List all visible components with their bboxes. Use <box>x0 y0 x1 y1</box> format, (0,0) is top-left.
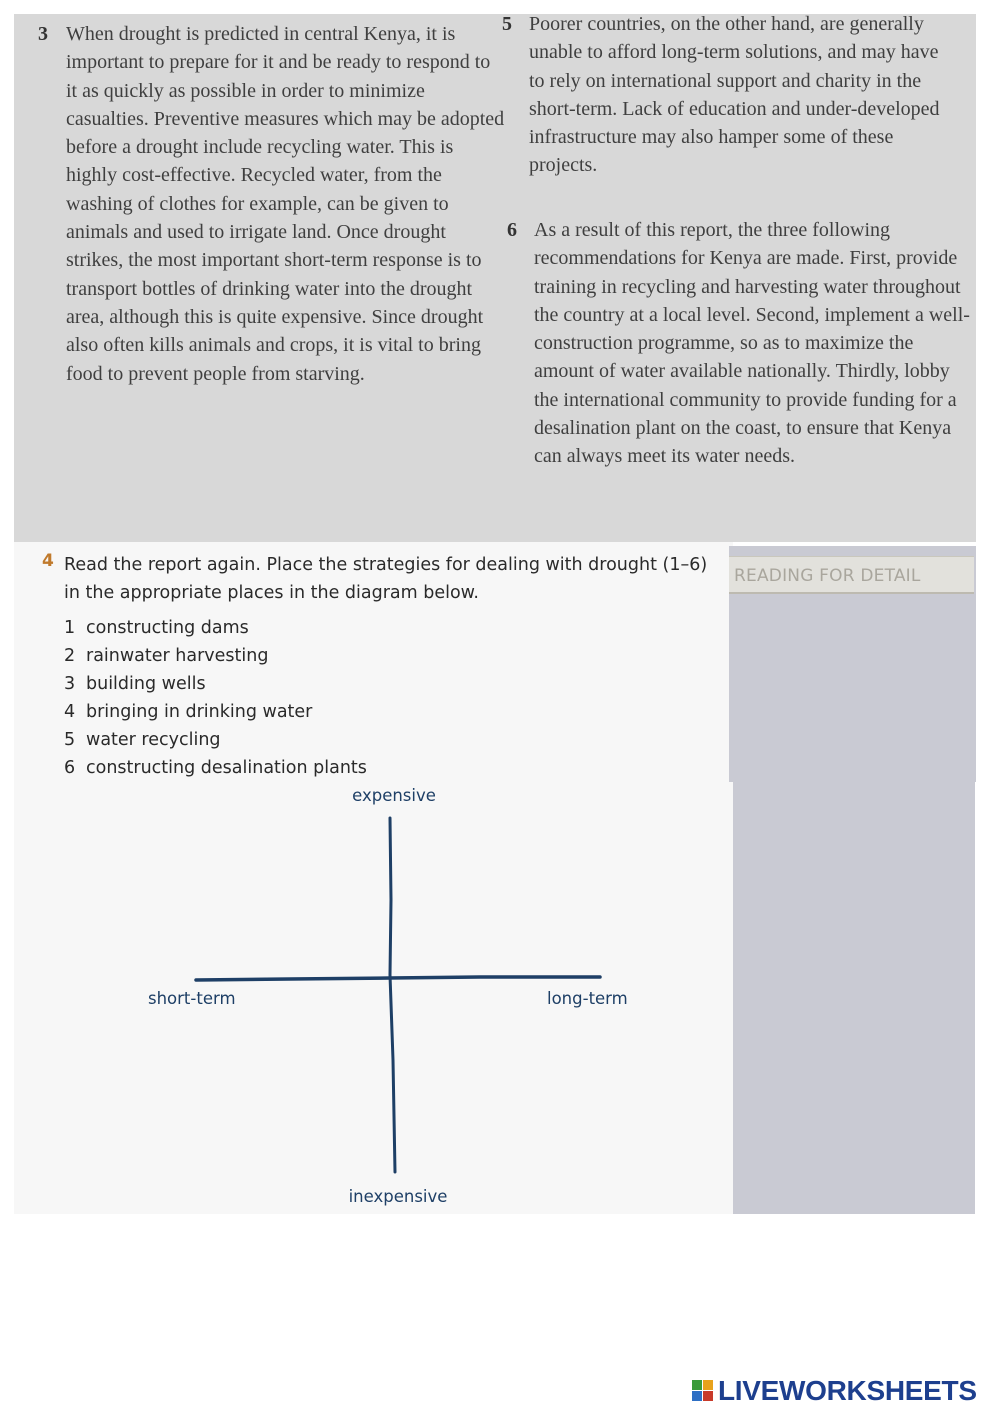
strategy-number: 5 <box>64 730 76 750</box>
paragraph-number: 5 <box>502 13 512 35</box>
strategy-number: 2 <box>64 646 76 666</box>
axis-label-bottom: inexpensive <box>348 1187 448 1206</box>
strategy-text: bringing in drinking water <box>86 702 313 722</box>
strategy-number: 6 <box>64 758 76 778</box>
liveworksheets-logo <box>692 1376 977 1406</box>
logo-text: LIVEWORKSHEETS <box>718 1375 977 1406</box>
axis-label-right: long-term <box>547 989 628 1008</box>
task-number: 4 <box>42 551 54 571</box>
strategy-text: constructing dams <box>86 618 249 638</box>
paragraph-text: Poorer countries, on the other hand, are generally unable to afford long-term solutions, and may have to rely on international support and charity in the short-term. Lack of education and under-developed infrastructure may also hamper some of these projects. <box>529 13 940 177</box>
strategy-text: water recycling <box>86 730 221 750</box>
axis-label-left: short-term <box>148 989 236 1008</box>
strategy-text: rainwater harvesting <box>86 646 269 666</box>
logo-icon <box>692 1380 714 1402</box>
strategy-number: 3 <box>64 674 76 694</box>
axis-label-top: expensive <box>352 786 436 805</box>
paragraph-text: As a result of this report, the three following recommendations for Kenya are made. First, provide training in recycling and harvesting water throughout the country at a local level. Second, implement a well-construction programme, so as to maximize the amount of water available nationally. Thirdly, lobby the international community to provide funding for a desalination plant on the coast, to ensure that Kenya can always meet its water needs. <box>534 219 970 468</box>
strategy-text: constructing desalination plants <box>86 758 367 778</box>
strategy-text: building wells <box>86 674 206 694</box>
strategy-number: 4 <box>64 702 76 722</box>
paragraph-text: When drought is predicted in central Kenya, it is important to prepare for it and be ready to respond to it as quickly as possible in order to minimize casualties. Preventive measures which may be adopted before a drought include recycling water. This is highly cost-effective. Recycled water, from the washing of clothes for example, can be given to animals and used to irrigate land. Once drought strikes, the most important short-term response is to transport bottles of drinking water into the drought area, although this is quite expensive. Since drought also often kills animals and crops, it is vital to bring food to prevent people from starving. <box>66 23 505 385</box>
paragraph-number: 3 <box>38 23 48 45</box>
task-instruction: Read the report again. Place the strategies for dealing with drought (1–6) in the appropriate places in the diagram below. <box>64 555 708 603</box>
vertical-axis <box>390 818 395 1172</box>
strategy-number: 1 <box>64 618 76 638</box>
horizontal-axis <box>196 977 600 980</box>
paragraph-number: 6 <box>507 219 517 241</box>
section-label: READING FOR DETAIL <box>729 556 974 594</box>
